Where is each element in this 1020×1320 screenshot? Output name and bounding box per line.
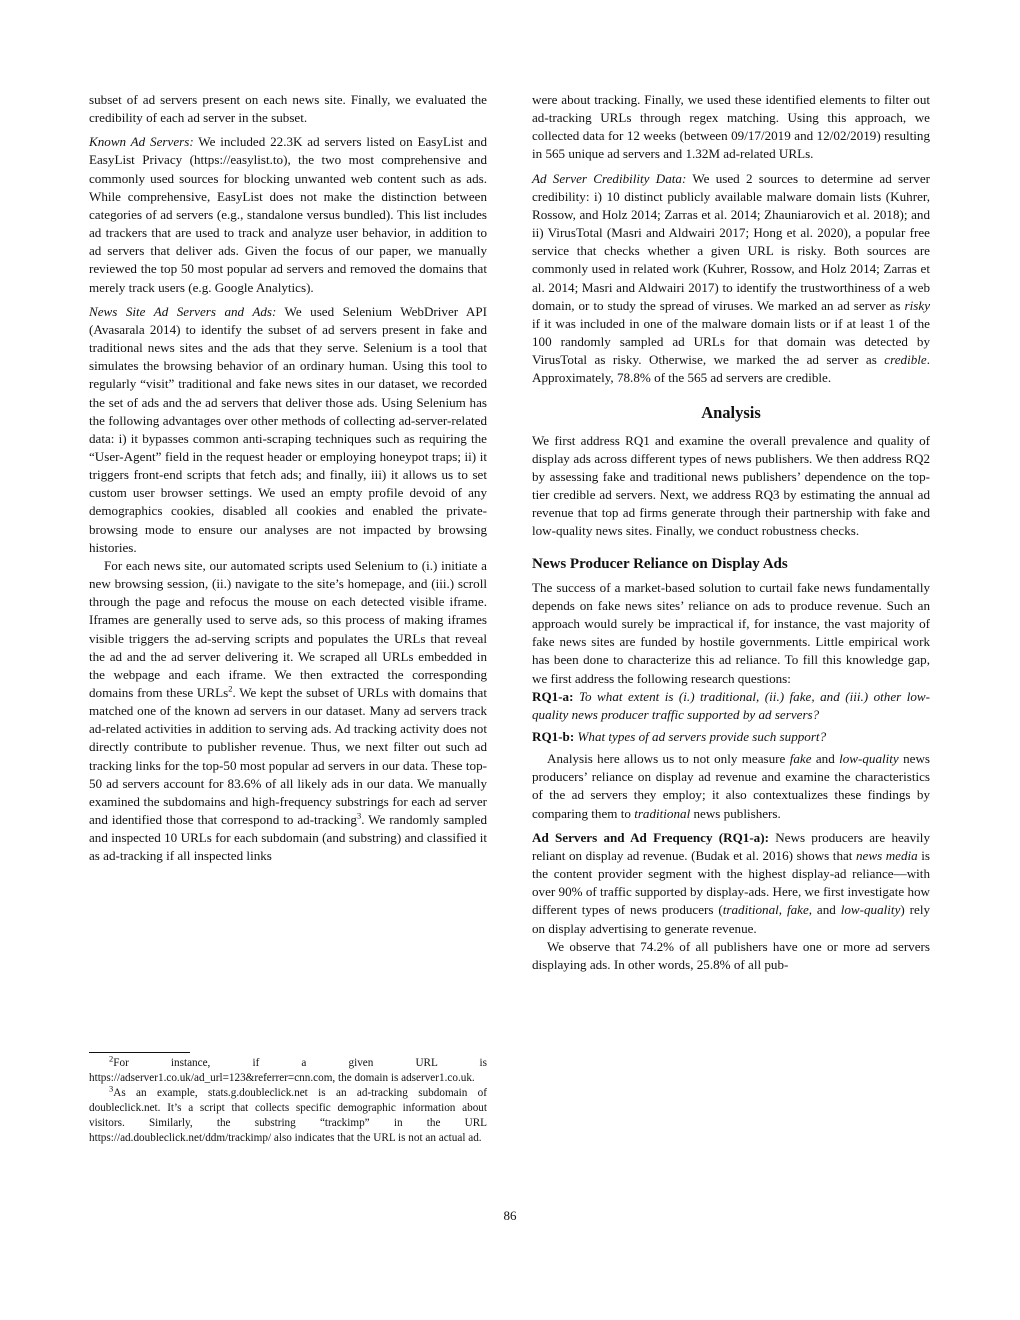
emphasis: low-quality <box>839 751 899 767</box>
analysis-intro-paragraph: We first address RQ1 and examine the overall prevalence and quality of display ads across different types of news publishers. We then address RQ2 by assessing fake and traditional news publishers’ dependence on the top-tier credible ad servers. Next, we address RQ3 by estimating the annual ad revenue that top ad firms generate through their partnership with fake and low-quality news sites. Finally, we conduct robustness checks. <box>532 432 930 539</box>
paragraph-text: . We randomly sampled and inspected 10 URLs for each subdomain (and substring) and classified it as ad-tracking if all inspected links <box>89 812 487 864</box>
paragraph-text: , <box>778 902 787 918</box>
paragraph-text: news producers’ reliance on display ad revenue and examine the characteristics of the ad servers they employ; it also contextualizes these findings by comparing them to <box>532 751 930 821</box>
emphasis: traditional <box>722 902 779 918</box>
paragraph-text: if it was included in one of the malware domain lists or if at least 1 of the 100 randomly sampled ad URLs for that domain was detected by VirusTotal as risky. Otherwise, we marked the ad server as <box>532 315 930 368</box>
paragraph: subset of ad servers present on each news site. Finally, we evaluated the credibility of each ad server in the subset. <box>89 92 487 126</box>
research-question-1b <box>532 728 930 746</box>
rq-label: RQ1-b: <box>532 729 575 744</box>
subsection-heading: News Producer Reliance on Display Ads <box>532 555 788 572</box>
emphasis: fake <box>786 902 809 918</box>
footnote-ref: 2 <box>228 683 233 694</box>
paragraph-text: For each news site, our automated scripts used Selenium to (i.) initiate a new browsing session, (ii.) navigate to the site’s homepage, and (iii.) scroll through the page and refocus the mouse on each detected visible iframe. Iframes are generally used to serve ads, so this process of making iframes visible triggers the ad-serving scripts and populates the URLs that reveal the ad and the ad server delivering it. We scraped all URLs embedded in the webpage and each iframe. We then extracted the corresponding domains from these URLs <box>89 557 487 700</box>
paragraph-text: and <box>811 751 840 767</box>
run-in-heading: Ad Server Credibility Data: <box>532 170 687 186</box>
reliance-paragraph: The success of a market-based solution to curtail fake news fundamentally depends on fake news sites’ reliance on ads to produce revenue. Such an approach would surely be impractical if, for instance, the vast majority of fake news sites are funded by hostile governments. Little empirical work has been done to characterize this ad reliance. To fill this knowledge gap, we first address the following research questions: <box>532 579 930 686</box>
section-heading: Analysis <box>701 402 761 422</box>
paragraph-text: We used 2 sources to determine ad server credibility: i) 10 distinct publicly available malware domain lists (Kuhrer, Rossow, and Holz 2014; Zarras et al. 2014; Zhauniarovich et al. 2018); and ii) VirusTotal (Masri and Aldwairi 2017; Hong et al. 2020), a popular free service that checks whether a given URL is risky. Both sources are commonly used in related work (Kuhrer, Rossow, and Holz 2014; Zarras et al. 2014; Masri and Aldwairi 2017) to identify the trustworthiness of a web domain, or to study the spread of viruses. We marked an ad server as <box>532 170 930 313</box>
ad-frequency-paragraph <box>532 829 930 938</box>
footnote-ref: 3 <box>356 810 362 821</box>
emphasis: risky <box>904 297 930 313</box>
emphasis: traditional <box>634 805 691 821</box>
analysis-scope-paragraph <box>532 750 930 823</box>
research-question-1a <box>532 688 930 724</box>
footnotes <box>89 1052 487 1146</box>
paragraph-text: News producers are heavily reliant on display ad revenue. (Budak et al. 2016) shows that <box>532 829 930 863</box>
footnote-rule <box>89 1052 190 1053</box>
rq-text: What types of ad servers provide such support? <box>577 729 827 744</box>
run-in-heading: Ad Servers and Ad Frequency (RQ1-a): <box>532 829 769 845</box>
emphasis: news media <box>855 847 918 863</box>
left-column <box>89 91 487 866</box>
news-site-ad-servers-paragraph <box>89 303 487 557</box>
right-column <box>532 91 930 974</box>
paragraph-text: We used Selenium WebDriver API (Avasarala 2014) to identify the subset of ad servers present in fake and traditional news sites and the ads that they serve. Selenium is a tool that simulates the browsing behavior of an ordinary human. Using this tool to regularly “visit” traditional and fake news sites in our dataset, we recorded the set of ads and the ad servers that deliver those ads. Using Selenium has the following advantages over other methods of collecting ad-server-related data: i) it bypasses common anti-scraping techniques such as requiring the “User-Agent” field in the request header or employing honeypot traps; ii) it triggers front-end scripts that fetch ads; and finally, iii) it allows us to set custom user browser settings. We used an empty profile devoid of any demographics cookies, disabled all cookies and enabled the private-browsing mode to ensure our analyses are not impacted by browsing histories. <box>89 303 487 555</box>
footnote-number: 3 <box>109 1083 114 1094</box>
paragraph-text: We included 22.3K ad servers listed on EasyList and EasyList Privacy (https://easylist.to), the two most comprehensive and commonly used sources for blocking unwanted web content such as ads. While comprehensive, EasyList does not make the distinction between categories of ad servers (e.g., standalone versus bundled). This list includes ad trackers that are used to track and analyze user behavior, in addition to ad servers that deliver ads. Given the focus of our paper, we manually reviewed the top 50 most popular ad servers and removed the domains that merely track users (e.g. Google Analytics). <box>89 134 488 295</box>
footnote-3 <box>89 1083 487 1146</box>
footnote-text: For instance, if a given URL is https://adserver1.co.uk/ad_url=123&referrer=cnn.com, the domain is adserver1.co.uk. <box>89 1057 487 1084</box>
credibility-paragraph <box>532 170 930 388</box>
paragraph-text: . Approximately, 78.8% of the 565 ad servers are credible. <box>532 352 930 386</box>
page-number: 86 <box>503 1208 517 1223</box>
paragraph-text: . We kept the subset of URLs with domains that matched one of the known ad servers in our dataset. Many ad servers track ad-related activities in addition to serving ads. Ad tracking activity does not directly contribute to publisher revenue. Thus, we next filter out such ad tracking links for the top-50 most popular ad servers in our data. These top-50 ad servers account for 83.6% of all likely ads in our data. We manually examined the subdomains and high-frequency substrings for each ad server and identified those that correspond to ad-tracking <box>89 685 487 828</box>
paragraph-text: Analysis here allows us to not only measure <box>547 751 790 767</box>
rq-label: RQ1-a: <box>532 688 574 704</box>
emphasis: low-quality <box>840 902 901 918</box>
footnote-text: As an example, stats.g.doubleclick.net is an ad-tracking subdomain of doubleclick.net. It’s a script that collects specific demographic information about visitors. Similarly, the substring “trackimp” in the URL https://ad.doubleclick.net/ddm/trackimp/ also indicates that the URL is not an actual ad. <box>89 1087 487 1144</box>
selenium-procedure-paragraph <box>89 557 487 866</box>
footnote-2 <box>89 1053 487 1086</box>
paragraph-text: news publishers. <box>690 805 781 821</box>
run-in-heading: Known Ad Servers: <box>89 134 194 150</box>
emphasis: credible <box>884 352 927 368</box>
footnote-number: 2 <box>109 1053 114 1064</box>
paragraph-text: ) rely on display advertising to generate revenue. <box>532 902 930 936</box>
run-in-heading: News Site Ad Servers and Ads: <box>89 303 277 319</box>
known-ad-servers-paragraph <box>89 133 487 296</box>
rq-text: To what extent is (i.) traditional, (ii.) fake, and (iii.) other low-quality news producer traffic supported by ad servers? <box>532 688 930 722</box>
paragraph-text: , and <box>808 902 841 918</box>
paragraph: were about tracking. Finally, we used these identified elements to filter out ad-tracking URLs through regex matching. Using this approach, we collected data for 12 weeks (between 09/17/2019 and 12/02/2019) resulting in 565 unique ad servers and 1.32M ad-related URLs. <box>532 92 930 162</box>
paragraph: We observe that 74.2% of all publishers have one or more ad servers displaying ads. In other words, 25.8% of all pub- <box>532 938 930 972</box>
paragraph-text: is the content provider segment with the highest display-ad reliance—with over 90% of traffic supported by display-ads. Here, we first investigate how different types of news producers ( <box>532 847 930 918</box>
emphasis: fake <box>789 751 812 767</box>
